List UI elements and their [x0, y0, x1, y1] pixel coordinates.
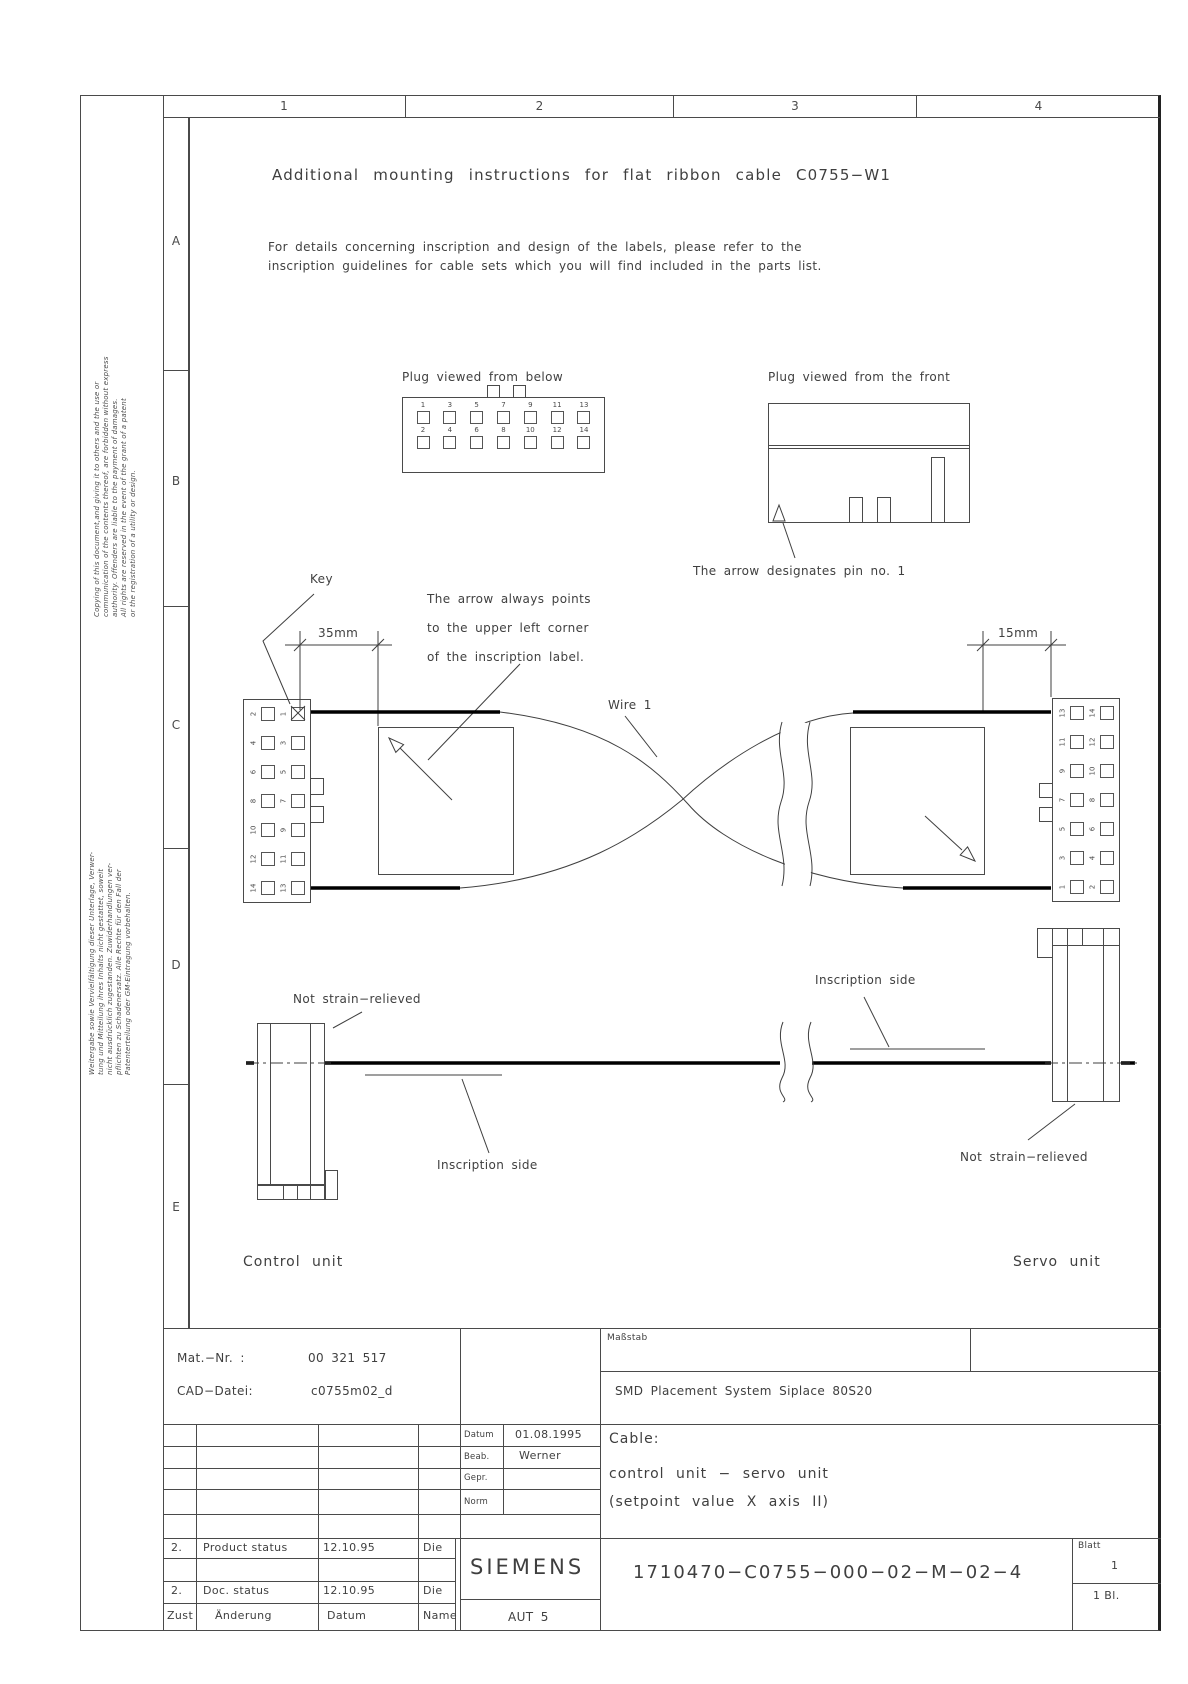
servo-unit-label: Servo unit [1013, 1254, 1101, 1270]
department-label: AUT 5 [508, 1610, 549, 1624]
pin-number: 11 [279, 854, 288, 864]
pin-number: 1 [420, 401, 426, 409]
siemens-logo: SIEMENS [470, 1555, 585, 1579]
wire1-label: Wire 1 [608, 698, 652, 712]
pin-number: 14 [1088, 708, 1097, 718]
margin-notice-line: authority. Offenders are liable to the payment of damages. [111, 398, 119, 617]
mat-nr-value: 00 321 517 [308, 1351, 387, 1365]
control-unit-label: Control unit [243, 1254, 344, 1270]
plug-front-note: The arrow designates pin no. 1 [693, 564, 906, 578]
cable-line3: (setpoint value X axis II) [609, 1494, 829, 1510]
pin-number: 13 [1058, 708, 1067, 718]
pin-number: 6 [249, 769, 258, 775]
pin-number: 8 [249, 798, 258, 804]
pin-number: 14 [579, 426, 589, 434]
column-label-1: 1 [163, 95, 406, 117]
norm-label: Norm [464, 1497, 488, 1507]
arrow-note-line1: The arrow always points [427, 592, 591, 606]
revision-name: Die [423, 1584, 443, 1597]
margin-notice-line: Patenterteilung oder GM-Eintragung vorbehalten. [124, 891, 132, 1075]
not-strain-relieved-left: Not strain−relieved [293, 992, 421, 1006]
margin-notice-line: pflichten zu Schadenersatz. Alle Rechte für den Fall der [115, 869, 123, 1075]
not-strain-relieved-right: Not strain−relieved [960, 1150, 1088, 1164]
cable-line2: control unit − servo unit [609, 1466, 829, 1482]
pin-number: 11 [552, 401, 562, 409]
drawing-title: Additional mounting instructions for flat ribbon cable C0755−W1 [272, 166, 892, 184]
pin-number: 12 [552, 426, 562, 434]
inscription-side-right: Inscription side [815, 973, 916, 987]
margin-notice-line: or the registration of a utility or design. [129, 470, 137, 617]
revision-zust: 2. [171, 1541, 183, 1554]
pin-number: 13 [279, 883, 288, 893]
row-label-d: D [171, 958, 181, 972]
revision-date: 12.10.95 [323, 1541, 376, 1554]
pin-number: 13 [579, 401, 589, 409]
pin-number: 6 [474, 426, 479, 434]
pin-number: 3 [447, 401, 453, 409]
margin-notice-line: Copying of this document,and giving it to others and the use or [93, 381, 101, 617]
pin-number: 6 [1088, 826, 1097, 832]
pin-number: 2 [249, 712, 258, 717]
instruction-note-line1: For details concerning inscription and design of the labels, please refer to the [268, 240, 802, 254]
column-label-2: 2 [406, 95, 674, 117]
editor-value: Werner [519, 1449, 561, 1462]
pin-number: 10 [249, 825, 258, 835]
date-value: 01.08.1995 [515, 1428, 582, 1441]
footer-zust: Zust [167, 1609, 194, 1622]
revision-date: 12.10.95 [323, 1584, 376, 1597]
pin-number: 9 [279, 827, 288, 833]
plug-below-label: Plug viewed from below [402, 370, 564, 384]
mat-nr-label: Mat.−Nr. : [177, 1351, 245, 1365]
pin-number: 9 [1058, 768, 1067, 774]
row-label-e: E [172, 1200, 180, 1214]
margin-notice-line: All rights are reserved in the event of the grant of a patent [120, 398, 128, 617]
sheet-label: Blatt [1078, 1541, 1101, 1551]
plug-front-label: Plug viewed from the front [768, 370, 951, 384]
pin-number: 1 [279, 712, 288, 717]
date-label: Datum [464, 1430, 494, 1440]
inscription-side-left: Inscription side [437, 1158, 538, 1172]
editor-label: Beab. [464, 1452, 490, 1462]
footer-name: Name [423, 1609, 458, 1622]
arrow-note-line2: to the upper left corner [427, 621, 589, 635]
pin-number: 4 [249, 741, 258, 746]
row-label-b: B [171, 474, 181, 488]
pin-number: 5 [1058, 826, 1067, 832]
revision-zust: 2. [171, 1584, 183, 1597]
pin-number: 2 [420, 426, 426, 434]
revision-desc: Product status [203, 1541, 288, 1554]
row-label-a: A [171, 234, 181, 248]
dimension-15mm: 15mm [998, 626, 1039, 640]
pin-number: 5 [474, 401, 479, 409]
margin-notice-line: Weitergabe sowie Vervielfältigung dieser Unterlage, Verwer- [88, 851, 96, 1075]
footer-datum: Datum [327, 1609, 367, 1622]
revision-name: Die [423, 1541, 443, 1554]
row-label-c: C [171, 718, 181, 732]
footer-aenderung: Änderung [215, 1609, 272, 1622]
document-number: 1710470−C0755−000−02−M−02−4 [633, 1562, 1024, 1583]
pin-number: 4 [447, 426, 453, 434]
pin-number: 3 [1058, 855, 1067, 860]
cad-file-value: c0755m02_d [311, 1384, 393, 1398]
margin-notice-line: tung und Mitteilung ihres Inhalts nicht gestattet, soweit [97, 868, 105, 1075]
pin-number: 10 [525, 426, 535, 434]
margin-notice-line: communication of the contents thereof, are forbidden without express [102, 356, 110, 617]
pin-number: 8 [501, 426, 506, 434]
cad-file-label: CAD−Datei: [177, 1384, 253, 1398]
pin-number: 12 [249, 854, 258, 864]
instruction-note-line2: inscription guidelines for cable sets which you will find included in the parts list. [268, 259, 822, 273]
pin-number: 7 [501, 401, 506, 409]
pin-number: 1 [1058, 884, 1067, 889]
key-label: Key [310, 572, 333, 586]
pin-number: 3 [279, 741, 288, 746]
pin-number: 10 [1088, 766, 1097, 776]
system-name: SMD Placement System Siplace 80S20 [615, 1384, 873, 1398]
pin-number: 2 [1088, 884, 1097, 889]
pin-number: 5 [279, 769, 288, 775]
pin-number: 8 [1088, 797, 1097, 803]
dimension-35mm: 35mm [318, 626, 359, 640]
pin-number: 4 [1088, 855, 1097, 860]
scale-label: Maßstab [607, 1333, 648, 1343]
checked-label: Gepr. [464, 1473, 488, 1483]
revision-desc: Doc. status [203, 1584, 270, 1597]
column-label-3: 3 [674, 95, 917, 117]
cable-title: Cable: [609, 1431, 660, 1447]
pin-number: 7 [1058, 797, 1067, 803]
column-label-4: 4 [1034, 99, 1043, 113]
pin-number: 11 [1058, 737, 1067, 747]
arrow-note-line3: of the inscription label. [427, 650, 585, 664]
sheet-number: 1 [1111, 1559, 1119, 1572]
pin-number: 9 [528, 401, 533, 409]
pin-number: 12 [1088, 737, 1097, 747]
margin-notice-line: nicht ausdrücklich zugestanden. Zuwiderhandlungen ver- [106, 862, 114, 1075]
pin-number: 14 [249, 883, 258, 893]
pin-number: 7 [279, 798, 288, 804]
sheet-total: 1 Bl. [1093, 1589, 1120, 1602]
